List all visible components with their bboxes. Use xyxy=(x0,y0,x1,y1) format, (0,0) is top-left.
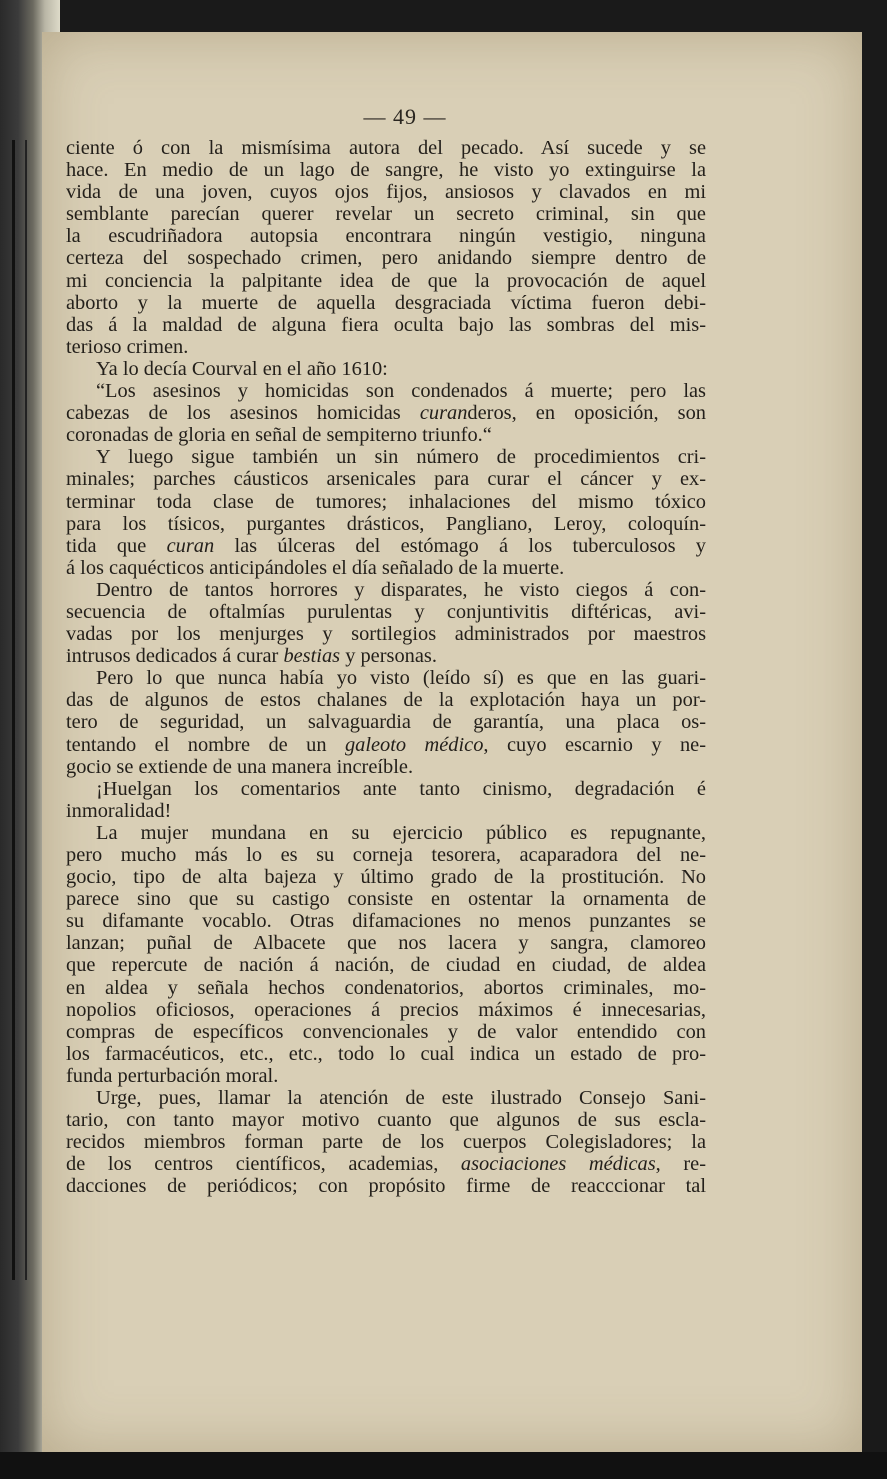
text-line: la escudriñadora autopsia encontrara ningún vestigio, ninguna xyxy=(66,225,706,248)
text-line: certeza del sospechado crimen, pero anidando siempre dentro de xyxy=(66,247,706,270)
text-line: gocio, tipo de alta bajeza y último grado de la prostitución. No xyxy=(66,866,706,889)
text-line: funda perturbación moral. xyxy=(66,1064,279,1087)
text-line: terminar toda clase de tumores; inhalaciones del mismo tóxico xyxy=(66,490,706,513)
text-line: de los centros científicos, academias, asociaciones médicas, re- xyxy=(66,1153,706,1176)
text-line: mi conciencia la palpitante idea de que la provocación de aquel xyxy=(66,269,706,292)
text-line: tario, con tanto mayor motivo cuanto que algunos de sus escla- xyxy=(66,1109,706,1132)
text-line: semblante parecían querer revelar un secreto criminal, sin que xyxy=(66,203,706,226)
text-line: das á la maldad de alguna fiera oculta bajo las sombras del mis- xyxy=(66,313,706,336)
page-number: — 49 — xyxy=(363,104,447,129)
text-line: Y luego sigue también un sin número de procedimientos cri- xyxy=(96,446,706,469)
text-line: recidos miembros forman parte de los cuerpos Colegisladores; la xyxy=(66,1131,706,1154)
text-line: intrusos dedicados á curar bestias y personas. xyxy=(66,645,437,668)
text-line: á los caquécticos anticipándoles el día señalado de la muerte. xyxy=(66,556,565,579)
body-text xyxy=(66,137,706,1198)
text-line: aborto y la muerte de aquella desgraciada víctima fueron debi- xyxy=(66,291,706,314)
text-line: tentando el nombre de un galeoto médico, cuyo escarnio y ne- xyxy=(66,733,706,756)
text-line: ¡Huelgan los comentarios ante tanto cinismo, degradación é xyxy=(96,777,706,800)
text-line: ciente ó con la mismísima autora del pecado. Así sucede y se xyxy=(66,137,706,159)
text-line: secuencia de oftalmías purulentas y conjuntivitis diftéricas, avi- xyxy=(66,600,706,623)
text-line: Urge, pues, llamar la atención de este ilustrado Consejo Sani- xyxy=(96,1087,706,1110)
text-line: tero de seguridad, un salvaguardia de garantía, una placa os- xyxy=(66,711,706,734)
text-line: gocio se extiende de una manera increíble. xyxy=(66,755,414,778)
text-line: nopolios oficiosos, operaciones á precios máximos é innecesarias, xyxy=(66,998,706,1021)
text-line: tida que curan las úlceras del estómago á los tuberculosos y xyxy=(66,534,706,557)
text-line: su difamante vocablo. Otras difamaciones no menos punzantes se xyxy=(66,910,706,933)
text-line: los farmacéuticos, etc., etc., todo lo cual indica un estado de pro- xyxy=(66,1042,706,1065)
text-line: La mujer mundana en su ejercicio público es repugnante, xyxy=(96,821,706,844)
text-line: “Los asesinos y homicidas son condenados á muerte; pero las xyxy=(96,380,706,403)
text-line: das de algunos de estos chalanes de la explotación haya un por- xyxy=(66,689,706,712)
text-line: Dentro de tantos horrores y disparates, he visto ciegos á con- xyxy=(96,578,706,601)
text-line: que repercute de nación á nación, de ciudad en ciudad, de aldea xyxy=(66,954,706,977)
text-line: hace. En medio de un lago de sangre, he visto yo extinguirse la xyxy=(66,159,706,182)
text-line: inmoralidad! xyxy=(66,799,172,822)
text-line: compras de específicos convencionales y de valor entendido con xyxy=(66,1020,706,1043)
text-line: coronadas de gloria en señal de sempiterno triunfo.“ xyxy=(66,424,492,447)
text-line: para los tísicos, purgantes drásticos, Pangliano, Leroy, coloquín- xyxy=(66,512,706,535)
text-line: vida de una joven, cuyos ojos fijos, ansiosos y clavados en mi xyxy=(66,181,706,204)
text-line: parece sino que su castigo consiste en ostentar la ornamenta de xyxy=(66,888,706,911)
scan-border xyxy=(0,1452,887,1479)
text-line: terioso crimen. xyxy=(66,335,189,358)
text-line: dacciones de periódicos; con propósito firme de reacccionar tal xyxy=(66,1175,706,1198)
text-line: pero mucho más lo es su corneja tesorera, acaparadora del ne- xyxy=(66,844,706,866)
text-line: Pero lo que nunca había yo visto (leído sí) es que en las guari- xyxy=(96,667,706,690)
text-line: minales; parches cáusticos arsenicales para curar el cáncer y ex- xyxy=(66,468,706,491)
text-line: Ya lo decía Courval en el año 1610: xyxy=(96,357,388,380)
text-line: en aldea y señala hechos condenatorios, abortos criminales, mo- xyxy=(66,976,706,999)
spine-edge xyxy=(12,140,27,1280)
text-line: vadas por los menjurges y sortilegios administrados por maestros xyxy=(66,623,706,646)
text-line: lanzan; puñal de Albacete que nos lacera y sangra, clamoreo xyxy=(66,932,706,955)
text-line: cabezas de los asesinos homicidas curanderos, en oposición, son xyxy=(66,402,707,425)
